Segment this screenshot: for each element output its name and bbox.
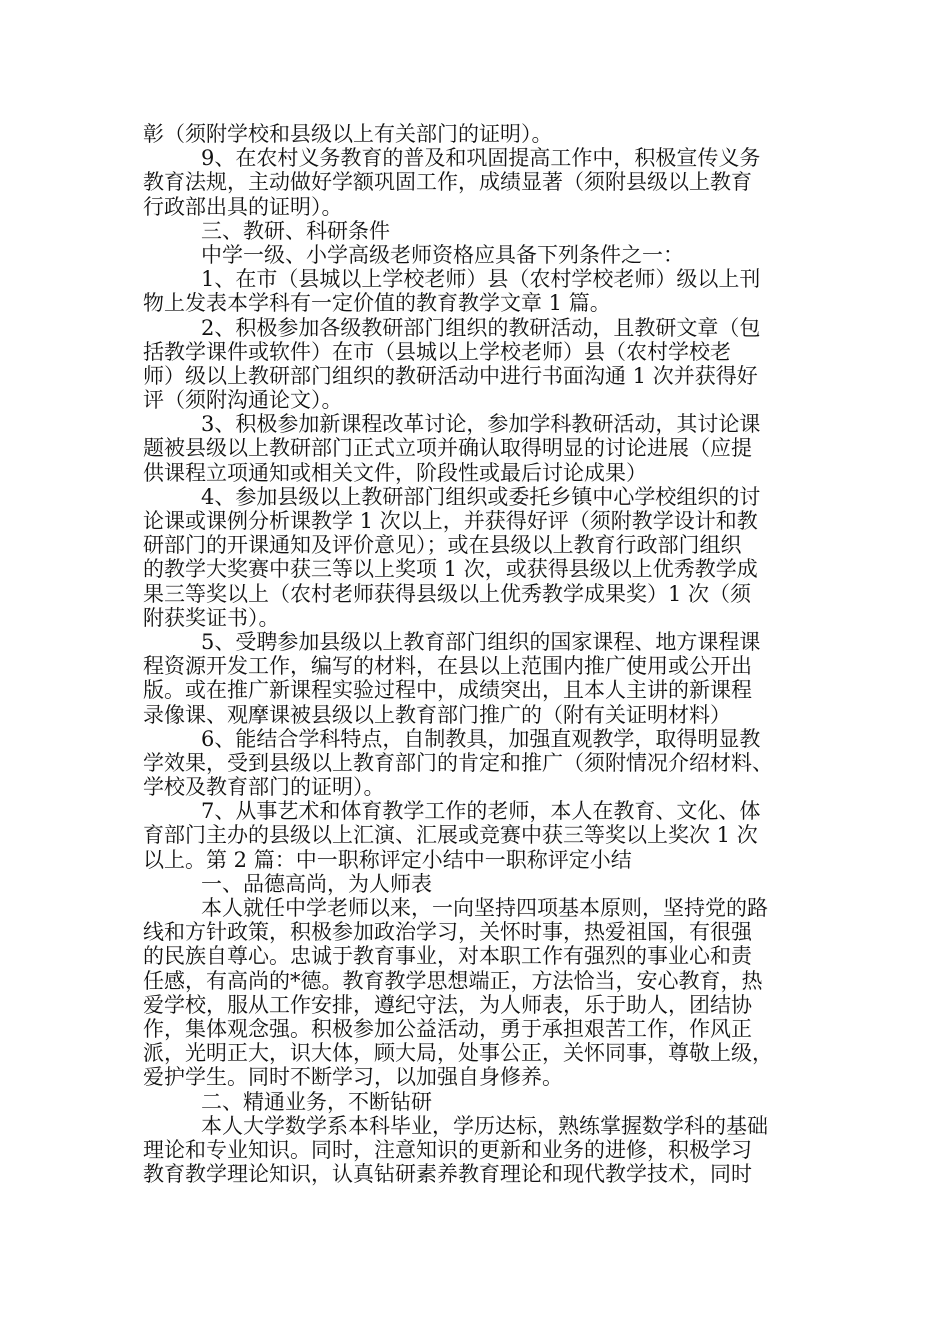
text-line: 二、精通业务，不断钻研 [201,1089,432,1114]
text-line: 中学一级、小学高级老师资格应具备下列条件之一： [201,242,684,267]
text-line: 彰（须附学校和县级以上有关部门的证明）。 [143,122,553,146]
text-line: 5、受聘参加县级以上教育部门组织的国家课程、地方课程课 [201,629,761,654]
text-line: 以上。第 2 篇：中一职称评定小结中一职称评定小结 [143,847,632,872]
text-line: 题被县级以上教研部门正式立项并确认取得明显的讨论进展（应提 [143,436,752,461]
text-line: 7、从事艺术和体育教学工作的老师，本人在教育、文化、体 [201,799,761,824]
text-line: 论课或课例分析课教学 1 次以上，并获得好评（须附教学设计和教 [143,509,758,533]
text-line: 本人就任中学老师以来，一向坚持四项基本原则，坚持党的路 [201,896,768,920]
text-line: 任感，有高尚的*德。教育教学思想端正，方法恰当，安心教育，热 [143,968,763,993]
text-line: 的民族自尊心。忠诚于教育事业，对本职工作有强烈的事业心和责 [143,944,752,969]
text-line: 作，集体观念强。积极参加公益活动，勇于承担艰苦工作，作风正 [143,1016,752,1041]
text-line: 2、积极参加各级教研部门组织的教研活动，且教研文章（包 [201,315,761,340]
text-line: 爱护学生。同时不断学习，以加强自身修养。 [143,1065,563,1090]
text-line: 括教学课件或软件）在市（县城以上学校老师）县（农村学校老 [143,339,731,364]
text-line: 行政部出具的证明）。 [143,194,343,219]
text-line: 理论和专业知识。同时，注意知识的更新和业务的进修，积极学习 [143,1137,752,1162]
text-line: 附获奖证书）。 [143,605,280,630]
text-line: 的教学大奖赛中获三等以上奖项 1 次，或获得县级以上优秀教学成 [143,557,758,582]
text-line: 派，光明正大，识大体，顾大局，处事公正，关怀同事，尊敬上级， [143,1041,773,1066]
text-line: 线和方针政策，积极参加政治学习，关怀时事，热爱祖国，有很强 [143,920,752,945]
text-line: 果三等奖以上（农村老师获得县级以上优秀教学成果奖）1 次（须 [143,581,752,606]
text-line: 本人大学数学系本科毕业，学历达标，熟练掌握数学科的基础 [201,1113,768,1138]
text-line: 爱学校，服从工作安排，遵纪守法，为人师表，乐于助人，团结协 [143,992,752,1017]
text-line: 4、参加县级以上教研部门组织或委托乡镇中心学校组织的讨 [201,484,761,509]
text-line: 教育法规，主动做好学额巩固工作，成绩显著（须附县级以上教育 [143,170,752,195]
text-line: 物上发表本学科有一定价值的教育教学文章 1 篇。 [143,291,611,316]
text-line: 育部门主办的县级以上汇演、汇展或竞赛中获三等奖以上奖次 1 次 [143,823,758,848]
text-line: 师）级以上教研部门组织的教研活动中进行书面沟通 1 次并获得好 [143,363,758,388]
text-line: 1、在市（县城以上学校老师）县（农村学校老师）级以上刊 [201,267,761,292]
text-line: 三、教研、科研条件 [201,218,390,243]
text-line: 研部门的开课通知及评价意见）；或在县级以上教育行政部门组织 [143,533,742,558]
text-line: 9、在农村义务教育的普及和巩固提高工作中，积极宣传义务 [201,146,761,171]
text-line: 录像课、观摩课被县级以上教育部门推广的（附有关证明材料） [143,702,731,727]
text-line: 学校及教育部门的证明）。 [143,775,385,800]
text-line: 学效果，受到县级以上教育部门的肯定和推广（须附情况介绍材料、 [143,750,773,775]
text-line: 程资源开发工作，编写的材料，在县以上范围内推广使用或公开出 [143,654,752,679]
text-line: 版。或在推广新课程实验过程中，成绩突出，且本人主讲的新课程 [143,678,752,703]
text-line: 教育教学理论知识，认真钻研素养教育理论和现代教学技术，同时 [143,1162,752,1187]
text-line: 3、积极参加新课程改革讨论，参加学科教研活动，其讨论课 [201,412,761,437]
text-line: 评（须附沟通论文）。 [143,388,343,413]
text-line: 供课程立项通知或相关文件，阶段性或最后讨论成果） [143,460,647,485]
text-line: 6、能结合学科特点，自制教具，加强直观教学，取得明显教 [201,726,761,751]
text-line: 一、品德高尚，为人师表 [201,871,432,896]
document-body [143,122,813,1186]
